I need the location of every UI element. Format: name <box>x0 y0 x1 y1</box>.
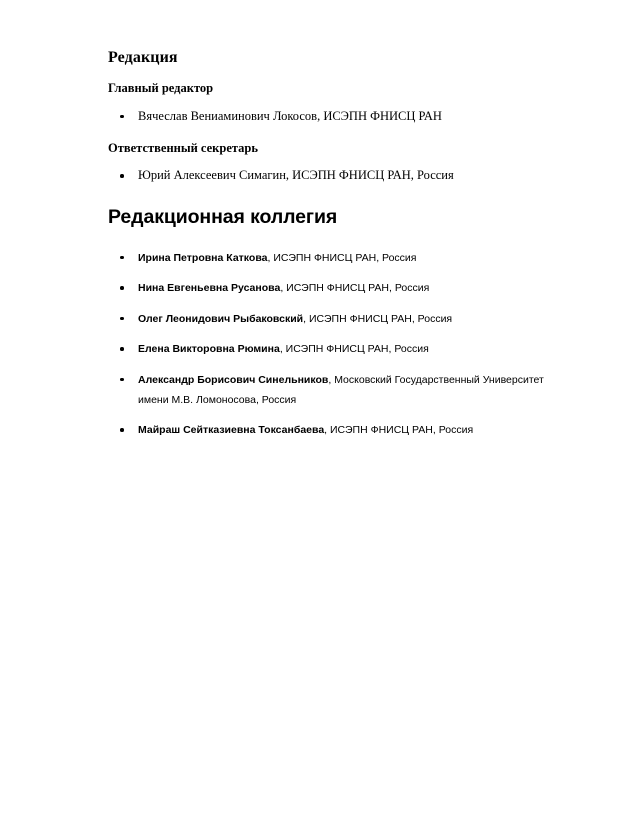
list-item <box>108 339 544 359</box>
chief-editor-heading: Главный редактор <box>108 81 214 96</box>
editorial-heading: Редакция <box>108 49 178 66</box>
executive-secretary-member: Юрий Алексеевич Симагин, ИСЭПН ФНИСЦ РАН, Россия <box>138 168 454 183</box>
list-item <box>108 248 544 268</box>
list-item <box>108 309 544 329</box>
board-member-affiliation: , Московский Государственный Университет имени М.В. Ломоносова, Россия <box>138 373 544 406</box>
editorial-board-heading: Редакционная коллегия <box>108 206 338 229</box>
board-member <box>138 374 544 406</box>
bullet-icon <box>120 347 124 351</box>
bullet-icon <box>120 286 124 290</box>
board-member <box>138 313 452 325</box>
board-member-affiliation: , ИСЭПН ФНИСЦ РАН, Россия <box>303 312 453 325</box>
list-item <box>108 166 544 184</box>
board-member <box>138 424 473 436</box>
board-member <box>138 343 429 355</box>
board-member-name: Ирина Петровна Каткова <box>138 251 268 264</box>
executive-secretary-heading: Ответственный секретарь <box>108 140 258 155</box>
bullet-icon <box>120 115 124 119</box>
chief-editor-member: Вячеслав Вениаминович Локосов, ИСЭПН ФНИСЦ РАН <box>138 108 442 123</box>
bullet-icon <box>120 256 124 260</box>
list-item <box>108 107 544 125</box>
chief-editor-list <box>108 107 544 125</box>
board-member-name: Олег Леонидович Рыбаковский <box>138 312 304 325</box>
executive-secretary-list <box>108 166 544 184</box>
board-member-affiliation: , ИСЭПН ФНИСЦ РАН, Россия <box>280 282 430 295</box>
bullet-icon <box>120 428 124 432</box>
board-member <box>138 282 429 294</box>
list-item <box>108 420 544 440</box>
board-member-name: Майраш Сейтказиевна Токсанбаева <box>138 424 325 437</box>
list-item <box>108 370 544 411</box>
board-member-name: Елена Викторовна Рюмина <box>138 343 280 356</box>
bullet-icon <box>120 378 124 382</box>
bullet-icon <box>120 317 124 321</box>
board-member-name: Нина Евгеньевна Русанова <box>138 282 281 295</box>
editorial-board-list <box>108 248 544 441</box>
board-member-affiliation: , ИСЭПН ФНИСЦ РАН, Россия <box>279 343 429 356</box>
board-member-affiliation: , ИСЭПН ФНИСЦ РАН, Россия <box>267 251 417 264</box>
board-member-name: Александр Борисович Синельников <box>138 373 329 386</box>
board-member <box>138 252 416 264</box>
bullet-icon <box>120 174 124 178</box>
list-item <box>108 278 544 298</box>
board-member-affiliation: , ИСЭПН ФНИСЦ РАН, Россия <box>324 424 474 437</box>
